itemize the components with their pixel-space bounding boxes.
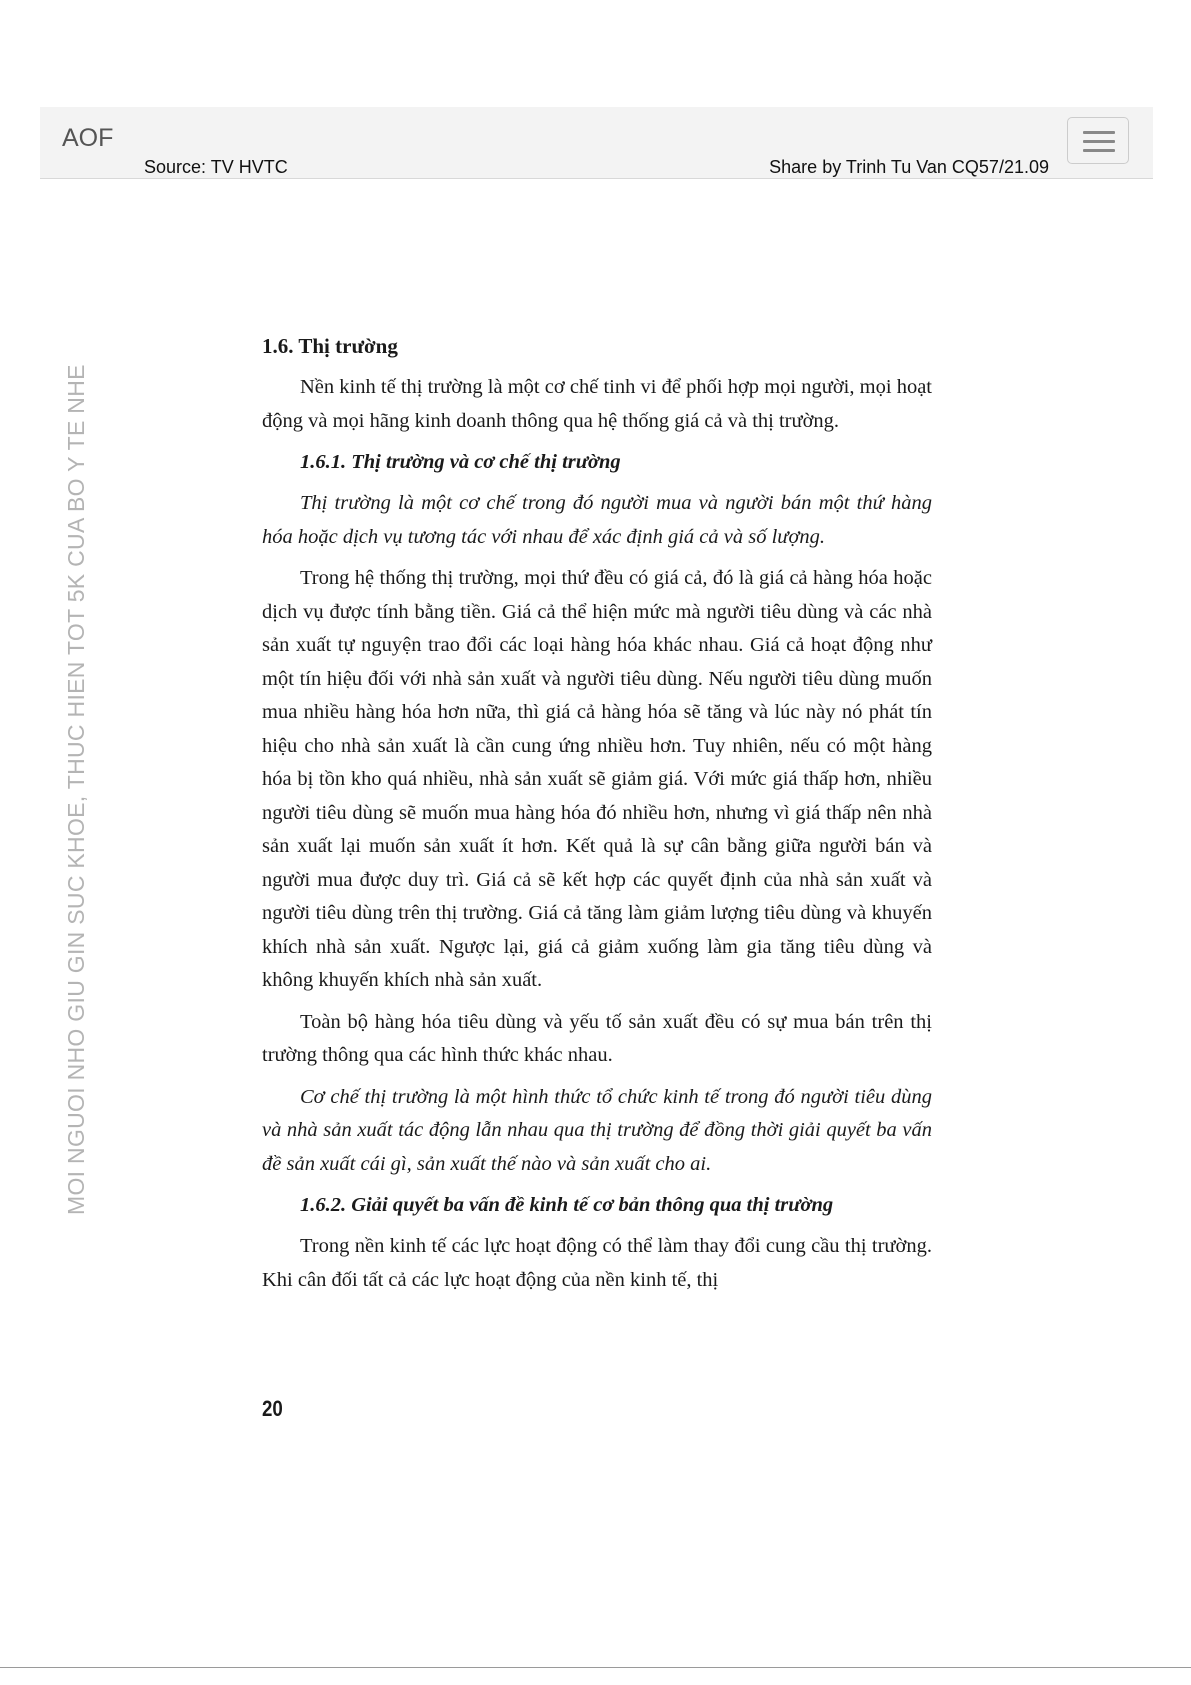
brand-logo-text[interactable]: AOF xyxy=(62,124,114,152)
vertical-watermark: MOI NGUOI NHO GIU GIN SUC KHOE, THUC HIEN TOT 5K CUA BO Y TE NHE xyxy=(63,364,89,1215)
page-number: 20 xyxy=(262,1396,283,1421)
forces-paragraph: Trong nền kinh tế các lực hoạt động có thể làm thay đổi cung cầu thị trường. Khi cân đối tất cả các lực hoạt động của nền kinh tế, thị xyxy=(262,1235,932,1291)
top-header-bar xyxy=(40,107,1153,179)
mechanism-definition: Cơ chế thị trường là một hình thức tổ chức kinh tế trong đó người tiêu dùng và nhà sản xuất tác động lẫn nhau qua thị trường để đồng thời giải quyết ba vấn đề sản xuất cái gì, sản xuất thế nào và sản xuất cho ai. xyxy=(262,1085,932,1175)
intro-paragraph: Nền kinh tế thị trường là một cơ chế tinh vi để phối hợp mọi người, mọi hoạt động và mọi hãng kinh doanh thông qua hệ thống giá cả và thị trường. xyxy=(262,376,932,432)
menu-toggle-button[interactable] xyxy=(1067,117,1129,164)
goods-paragraph: Toàn bộ hàng hóa tiêu dùng và yếu tố sản xuất đều có sự mua bán trên thị trường thông qua các hình thức khác nhau. xyxy=(262,1010,932,1066)
hamburger-menu-icon xyxy=(1083,140,1115,143)
price-paragraph: Trong hệ thống thị trường, mọi thứ đều có giá cả, đó là giá cả hàng hóa hoặc dịch vụ được tính bằng tiền. Giá cả thể hiện mức mà người tiêu dùng và các nhà sản xuất tự nguyện trao đổi các loại hàng hóa khác nhau. Giá cả hoạt động như một tín hiệu đối với nhà sản xuất và người tiêu dùng. Nếu người tiêu dùng muốn mua nhiều hàng hóa hơn nữa, thì giá cả hàng hóa sẽ tăng và lúc này nó phát tín hiệu cho nhà sản xuất là cần cung ứng nhiều hơn. Tuy nhiên, nếu có một hàng hóa bị tồn kho quá nhiều, nhà sản xuất sẽ giảm giá. Với mức giá thấp hơn, nhiều người tiêu dùng sẽ muốn mua hàng hóa đó nhiều hơn, nhưng vì giá thấp nên nhà sản xuất lại muốn sản xuất ít hơn. Kết quả là sự cân bằng giữa người bán và người mua được duy trì. Giá cả sẽ kết hợp các quyết định của nhà sản xuất và người tiêu dùng trên thị trường. Giá cả tăng làm giảm lượng tiêu dùng và khuyến khích nhà sản xuất. Ngược lại, giá cả giảm xuống làm gia tăng tiêu dùng và không khuyến khích nhà sản xuất. xyxy=(262,567,932,991)
hamburger-menu-icon xyxy=(1083,149,1115,152)
bottom-divider xyxy=(0,1667,1191,1668)
section-title: 1.6. Thị trường xyxy=(262,334,398,358)
document-page-content xyxy=(262,330,932,1305)
source-label: Source: TV HVTC xyxy=(144,157,288,177)
market-definition: Thị trường là một cơ chế trong đó người mua và người bán một thứ hàng hóa hoặc dịch vụ tương tác với nhau để xác định giá cả và số lượng. xyxy=(262,492,932,548)
hamburger-menu-icon xyxy=(1083,131,1115,134)
share-label: Share by Trinh Tu Van CQ57/21.09 xyxy=(769,157,1049,177)
subsection-2-title: 1.6.2. Giải quyết ba vấn đề kinh tế cơ bản thông qua thị trường xyxy=(300,1194,834,1216)
subsection-1-title: 1.6.1. Thị trường và cơ chế thị trường xyxy=(300,451,621,473)
